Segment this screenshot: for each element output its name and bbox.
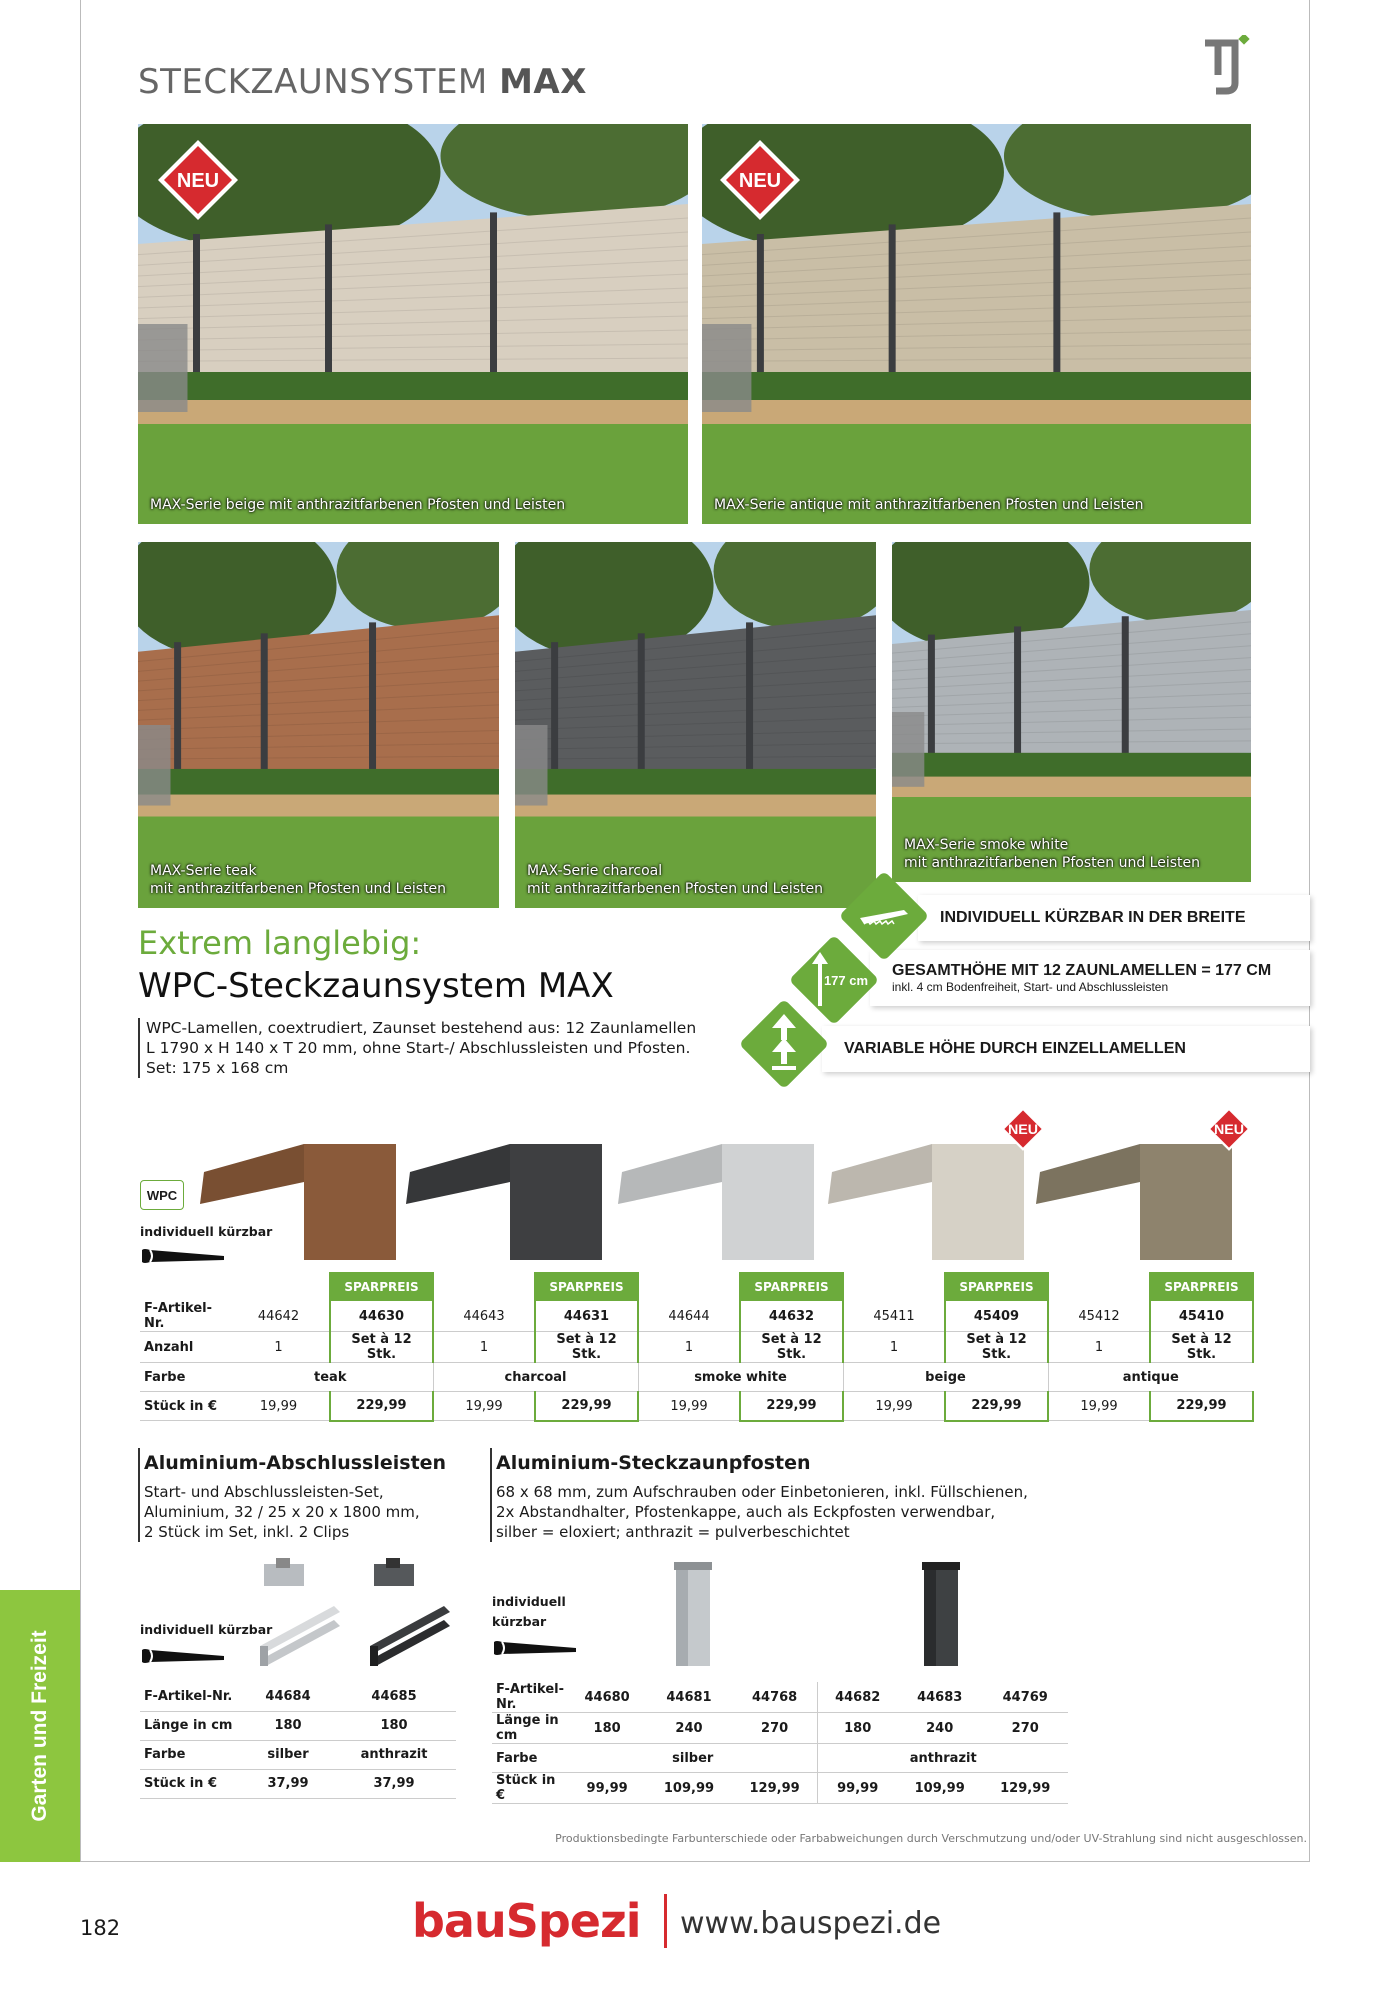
fence-photo-charcoal bbox=[515, 542, 876, 908]
table-row bbox=[140, 1740, 456, 1769]
color-name: charcoal bbox=[433, 1363, 638, 1392]
page-title bbox=[138, 62, 587, 102]
row-label: F-Artikel-Nr. bbox=[492, 1682, 568, 1713]
sparpreis-header: SPARPREIS bbox=[330, 1272, 433, 1301]
article-number: 44680 bbox=[568, 1682, 646, 1713]
swatch-image bbox=[828, 1142, 1024, 1260]
color-name: beige bbox=[843, 1363, 1048, 1392]
description-line: silber = eloxiert; anthrazit = pulverbeschichtet bbox=[496, 1523, 850, 1541]
abschluss-description bbox=[144, 1482, 420, 1542]
cut-label-line: individuell bbox=[492, 1594, 566, 1609]
swatch-image bbox=[406, 1142, 602, 1260]
photo-caption: MAX-Serie teak mit anthrazitfarbenen Pfosten und Leisten bbox=[150, 862, 446, 897]
svg-text:NEU: NEU bbox=[1007, 1121, 1039, 1138]
article-number: 44642 bbox=[228, 1301, 330, 1332]
article-number: 44684 bbox=[244, 1682, 332, 1711]
page-title-light: STECKZAUNSYSTEM bbox=[138, 62, 488, 102]
photo-caption: MAX-Serie antique mit anthrazitfarbenen Pfosten und Leisten bbox=[714, 496, 1144, 513]
length: 180 bbox=[244, 1711, 332, 1740]
row-label: Stück in € bbox=[140, 1392, 228, 1421]
section-bar bbox=[138, 1448, 140, 1542]
cut-label: individuell kürzbar bbox=[140, 1622, 273, 1637]
quantity: 1 bbox=[843, 1332, 945, 1363]
pfosten-title: Aluminium-Steckzaunpfosten bbox=[496, 1452, 811, 1474]
product-subtitle: Extrem langlebig: bbox=[138, 924, 422, 962]
row-label: F-Artikel-Nr. bbox=[140, 1301, 228, 1332]
table-row bbox=[140, 1301, 1253, 1332]
color-name: silber bbox=[244, 1740, 332, 1769]
color-name: antique bbox=[1048, 1363, 1253, 1392]
price: 37,99 bbox=[332, 1769, 456, 1798]
quantity: 1 bbox=[228, 1332, 330, 1363]
svg-text:NEU: NEU bbox=[738, 170, 782, 192]
svg-text:NEU: NEU bbox=[1213, 1121, 1245, 1138]
price: 229,99 bbox=[740, 1392, 843, 1421]
swatch-teak bbox=[200, 1142, 396, 1260]
article-number: 44644 bbox=[638, 1301, 740, 1332]
quantity: Set à 12 Stk. bbox=[945, 1332, 1048, 1363]
brand-logo: bauSpezi bbox=[412, 1894, 641, 1948]
fence-photo-teak bbox=[138, 542, 499, 908]
row-label: Farbe bbox=[140, 1740, 244, 1769]
quantity: Set à 12 Stk. bbox=[330, 1332, 433, 1363]
product-description bbox=[138, 1018, 696, 1078]
photo-caption: MAX-Serie smoke white mit anthrazitfarbenen Pfosten und Leisten bbox=[904, 836, 1200, 871]
quantity: Set à 12 Stk. bbox=[740, 1332, 843, 1363]
price: 129,99 bbox=[982, 1773, 1068, 1804]
price: 229,99 bbox=[330, 1392, 433, 1421]
article-number: 44630 bbox=[330, 1301, 433, 1332]
saw-icon bbox=[852, 900, 916, 932]
cut-label: individuell kürzbar bbox=[140, 1224, 273, 1239]
section-bar bbox=[490, 1448, 492, 1542]
article-number: 44631 bbox=[535, 1301, 638, 1332]
price: 229,99 bbox=[1150, 1392, 1253, 1421]
svg-text:NEU: NEU bbox=[176, 170, 220, 192]
anthracite-post-image bbox=[918, 1560, 964, 1668]
table-row bbox=[492, 1773, 1068, 1804]
table-row bbox=[140, 1769, 456, 1798]
price: 229,99 bbox=[945, 1392, 1048, 1421]
article-number: 45412 bbox=[1048, 1301, 1150, 1332]
photo-caption: MAX-Serie beige mit anthrazitfarbenen Pfosten und Leisten bbox=[150, 496, 566, 513]
length: 240 bbox=[897, 1713, 983, 1744]
brand-divider bbox=[664, 1894, 667, 1948]
cut-label-line: kürzbar bbox=[492, 1614, 547, 1629]
quantity: 1 bbox=[1048, 1332, 1150, 1363]
row-label: Stück in € bbox=[492, 1773, 568, 1804]
table-row bbox=[140, 1711, 456, 1740]
table-row bbox=[140, 1682, 456, 1711]
sparpreis-header: SPARPREIS bbox=[945, 1272, 1048, 1301]
sparpreis-header: SPARPREIS bbox=[1150, 1272, 1253, 1301]
silver-rail-image bbox=[254, 1556, 344, 1666]
swatch-charcoal bbox=[406, 1142, 602, 1260]
price: 99,99 bbox=[818, 1773, 897, 1804]
row-label: Länge in cm bbox=[492, 1713, 568, 1744]
row-label: Länge in cm bbox=[140, 1711, 244, 1740]
quantity: Set à 12 Stk. bbox=[1150, 1332, 1253, 1363]
price: 19,99 bbox=[228, 1392, 330, 1421]
arrow-up-icon bbox=[810, 950, 830, 1008]
wpc-price-table bbox=[140, 1272, 1254, 1422]
length: 240 bbox=[646, 1713, 732, 1744]
row-label: Anzahl bbox=[140, 1332, 228, 1363]
article-number: 44685 bbox=[332, 1682, 456, 1711]
catalog-logo-icon bbox=[1200, 35, 1250, 95]
product-title: WPC-Steckzaunsystem MAX bbox=[138, 966, 614, 1006]
silver-post-image bbox=[670, 1560, 716, 1668]
quantity: 1 bbox=[638, 1332, 740, 1363]
article-number: 44643 bbox=[433, 1301, 535, 1332]
side-tab bbox=[0, 1590, 80, 1862]
description-line: 2x Abstandhalter, Pfostenkappe, auch als Eckpfosten verwendbar, bbox=[496, 1503, 996, 1521]
price: 99,99 bbox=[568, 1773, 646, 1804]
page-number: 182 bbox=[80, 1916, 121, 1940]
side-tab-label: Garten und Freizeit bbox=[28, 1630, 51, 1822]
saw-icon bbox=[492, 1638, 578, 1658]
feature-subtext: inkl. 4 cm Bodenfreiheit, Start- und Abschlussleisten bbox=[892, 980, 1169, 994]
article-number: 44768 bbox=[732, 1682, 818, 1713]
fence-photo-smoke-white bbox=[892, 542, 1251, 882]
feature-text: GESAMTHÖHE MIT 12 ZAUNLAMELLEN = 177 CM bbox=[892, 962, 1272, 979]
pfosten-table bbox=[492, 1682, 1068, 1804]
neu-badge bbox=[1206, 1106, 1252, 1152]
page-title-bold: MAX bbox=[499, 62, 587, 102]
sparpreis-header: SPARPREIS bbox=[740, 1272, 843, 1301]
article-number: 44682 bbox=[818, 1682, 897, 1713]
row-label: Stück in € bbox=[140, 1769, 244, 1798]
quantity: 1 bbox=[433, 1332, 535, 1363]
article-number: 44683 bbox=[897, 1682, 983, 1713]
cut-label bbox=[492, 1592, 566, 1632]
color-name: teak bbox=[228, 1363, 433, 1392]
table-row bbox=[140, 1272, 1253, 1301]
price: 129,99 bbox=[732, 1773, 818, 1804]
table-row bbox=[140, 1392, 1253, 1421]
article-number: 44769 bbox=[982, 1682, 1068, 1713]
feature-variable-height bbox=[822, 1026, 1310, 1072]
price: 229,99 bbox=[535, 1392, 638, 1421]
description-line: Set: 175 x 168 cm bbox=[146, 1059, 289, 1077]
length: 180 bbox=[568, 1713, 646, 1744]
price: 109,99 bbox=[897, 1773, 983, 1804]
price: 19,99 bbox=[638, 1392, 740, 1421]
swatch-image bbox=[200, 1142, 396, 1260]
swatch-image bbox=[1036, 1142, 1232, 1260]
description-line: L 1790 x H 140 x T 20 mm, ohne Start-/ Abschlussleisten und Pfosten. bbox=[146, 1039, 691, 1057]
swatch-smoke-white bbox=[618, 1142, 814, 1260]
description-line: 68 x 68 mm, zum Aufschrauben oder Einbetonieren, inkl. Füllschienen, bbox=[496, 1483, 1028, 1501]
color-name: anthrazit bbox=[332, 1740, 456, 1769]
feature-text: VARIABLE HÖHE DURCH EINZELLAMELLEN bbox=[844, 1040, 1186, 1057]
price: 37,99 bbox=[244, 1769, 332, 1798]
table-row bbox=[140, 1332, 1253, 1363]
swatch-image bbox=[618, 1142, 814, 1260]
price: 109,99 bbox=[646, 1773, 732, 1804]
photo-caption: MAX-Serie charcoal mit anthrazitfarbenen Pfosten und Leisten bbox=[527, 862, 823, 897]
quantity: Set à 12 Stk. bbox=[535, 1332, 638, 1363]
neu-badge bbox=[156, 138, 240, 222]
article-number: 45410 bbox=[1150, 1301, 1253, 1332]
color-name: anthrazit bbox=[818, 1744, 1068, 1773]
article-number: 44681 bbox=[646, 1682, 732, 1713]
pfosten-description bbox=[496, 1482, 1028, 1542]
table-row bbox=[492, 1682, 1068, 1713]
height-badge-label: 177 cm bbox=[823, 972, 869, 988]
swatch-antique bbox=[1036, 1142, 1232, 1260]
color-name: silber bbox=[568, 1744, 818, 1773]
color-name: smoke white bbox=[638, 1363, 843, 1392]
saw-icon bbox=[140, 1646, 226, 1666]
footnote: Produktionsbedingte Farbunterschiede oder Farbabweichungen durch Verschmutzung und/oder UV-Strahlung sind nicht ausgeschlossen. bbox=[555, 1832, 1307, 1845]
neu-badge bbox=[1000, 1106, 1046, 1152]
length: 270 bbox=[732, 1713, 818, 1744]
abschluss-title: Aluminium-Abschlussleisten bbox=[144, 1452, 447, 1474]
description-line: Aluminium, 32 / 25 x 20 x 1800 mm, bbox=[144, 1503, 420, 1521]
neu-badge bbox=[718, 138, 802, 222]
row-label: Farbe bbox=[140, 1363, 228, 1392]
length: 180 bbox=[332, 1711, 456, 1740]
wpc-label: WPC bbox=[140, 1180, 184, 1210]
table-row bbox=[492, 1713, 1068, 1744]
abschluss-table bbox=[140, 1682, 456, 1799]
stack-arrows-icon bbox=[764, 1010, 804, 1078]
length: 180 bbox=[818, 1713, 897, 1744]
feature-text: INDIVIDUELL KÜRZBAR IN DER BREITE bbox=[940, 909, 1246, 926]
anthracite-rail-image bbox=[364, 1556, 454, 1666]
feature-cut-width bbox=[918, 895, 1310, 941]
article-number: 45411 bbox=[843, 1301, 945, 1332]
article-number: 44632 bbox=[740, 1301, 843, 1332]
length: 270 bbox=[982, 1713, 1068, 1744]
price: 19,99 bbox=[843, 1392, 945, 1421]
swatch-beige bbox=[828, 1142, 1024, 1260]
website-url[interactable]: www.bauspezi.de bbox=[680, 1906, 942, 1941]
description-line: WPC-Lamellen, coextrudiert, Zaunset bestehend aus: 12 Zaunlamellen bbox=[146, 1019, 697, 1037]
table-row bbox=[140, 1363, 1253, 1392]
article-number: 45409 bbox=[945, 1301, 1048, 1332]
description-line: Start- und Abschlussleisten-Set, bbox=[144, 1483, 384, 1501]
price: 19,99 bbox=[1048, 1392, 1150, 1421]
table-row bbox=[492, 1744, 1068, 1773]
row-label: F-Artikel-Nr. bbox=[140, 1682, 244, 1711]
description-line: 2 Stück im Set, inkl. 2 Clips bbox=[144, 1523, 350, 1541]
sparpreis-header: SPARPREIS bbox=[535, 1272, 638, 1301]
price: 19,99 bbox=[433, 1392, 535, 1421]
feature-height bbox=[870, 950, 1310, 1006]
row-label: Farbe bbox=[492, 1744, 568, 1773]
